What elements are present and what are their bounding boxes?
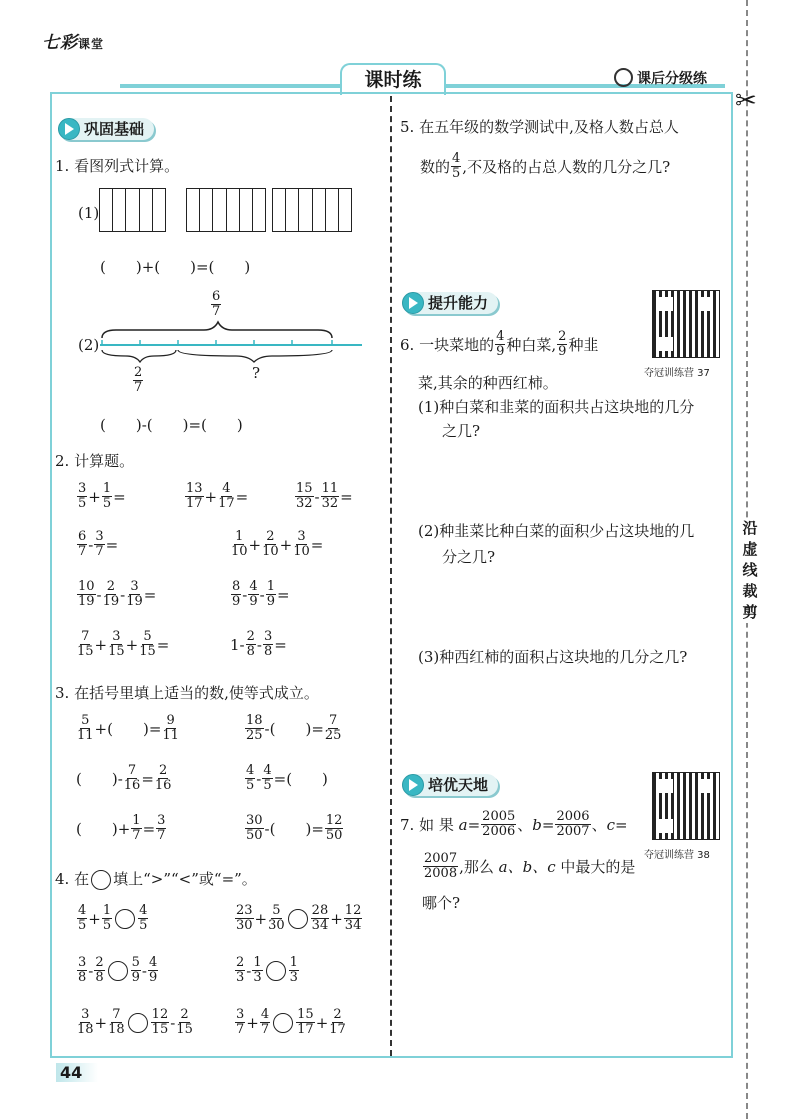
- q4-item: $\frac{3}{18}$ + $\frac{7}{18}$ $\frac{12}{15}$ - $\frac{2}{15}$: [77, 1007, 193, 1037]
- fraction-bar-2: [186, 188, 266, 232]
- q7-line1: 7. 如 果 a = $\frac{2005}{2006}$ 、 b = $\frac{2006}{2007}$ 、 c =: [400, 809, 628, 839]
- q1-p2-top-fraction: $\frac{6}{7}$: [212, 289, 221, 319]
- fraction-bar-1: [99, 188, 166, 232]
- q3-item: $\frac{4}{5}$ - $\frac{4}{5}$ =( ): [246, 763, 328, 793]
- q3-item: ( )+ $\frac{1}{7}$ = $\frac{3}{7}$: [76, 813, 166, 843]
- q3-item: $\frac{30}{50}$ -( )= $\frac{12}{50}$: [246, 813, 343, 843]
- qr-caption: 夺冠训练营 38: [644, 850, 710, 861]
- q6-sub2b: 分之几?: [442, 548, 496, 566]
- q6-sub1a: (1)种白菜和韭菜的面积共占这块地的几分: [418, 398, 695, 416]
- q1-title: 1. 看图列式计算。: [55, 157, 180, 175]
- clock-icon: [614, 68, 633, 87]
- q4-title: 4. 在 填上“>”“<”或“=”。: [55, 870, 257, 888]
- q7-line3: 哪个?: [422, 894, 461, 912]
- qr-code-icon: [652, 772, 720, 840]
- fraction-bar-3: [272, 188, 352, 232]
- q1-p2-bottom-fraction: $\frac{2}{7}$: [134, 365, 143, 395]
- q2-item: 1- $\frac{2}{8}$ - $\frac{3}{8}$ =: [230, 629, 287, 659]
- cut-label: 沿虚线裁剪: [739, 518, 761, 623]
- qr-caption: 夺冠训练营 37: [644, 368, 710, 379]
- q6-sub3: (3)种西红柿的面积占这块地的几分之几?: [418, 648, 688, 666]
- circle-blank-icon: [91, 870, 111, 890]
- section-basic: 巩固基础: [58, 118, 154, 140]
- q5-line2: 数的 $\frac{4}{5}$ ,不及格的占总人数的几分之几?: [420, 151, 671, 181]
- q1-p2-answer: ( )-( )=( ): [100, 416, 243, 434]
- q1-p2-question-mark: ?: [252, 364, 261, 382]
- q6-sub2a: (2)种韭菜比种白菜的面积少占这块地的几: [418, 522, 695, 540]
- q2-item: $\frac{1}{10}$ + $\frac{2}{10}$ + $\frac{3}{10}$ =: [231, 529, 324, 559]
- q4-item: $\frac{23}{30}$ + $\frac{5}{30}$ $\frac{28}{34}$ + $\frac{12}{34}$: [236, 903, 362, 933]
- q6-sub1b: 之几?: [442, 422, 481, 440]
- q4-item: $\frac{2}{3}$ - $\frac{1}{3}$ $\frac{1}{3}$: [236, 955, 298, 985]
- q3-title: 3. 在括号里填上适当的数,使等式成立。: [55, 684, 319, 702]
- q2-item: $\frac{10}{19}$ - $\frac{2}{19}$ - $\frac{3}{19}$ =: [78, 579, 157, 609]
- qr-code-icon: [652, 290, 720, 358]
- page-title: 课时练: [340, 63, 446, 95]
- q2-title: 2. 计算题。: [55, 452, 135, 470]
- q2-item: $\frac{15}{32}$ - $\frac{11}{32}$ =: [296, 481, 353, 511]
- section-advanced: 培优天地: [402, 774, 498, 796]
- q1-p1-label: (1): [78, 204, 100, 222]
- q6-line2: 菜,其余的种西红柿。: [418, 374, 558, 392]
- q1-p2-label: (2): [78, 336, 100, 354]
- q6-line1: 6. 一块菜地的 $\frac{4}{9}$ 种白菜, $\frac{2}{9}$ 种韭: [400, 329, 599, 359]
- level-label: 课后分级练: [614, 68, 707, 88]
- q1-p1-answer: ( )+( )=( ): [100, 258, 251, 276]
- q3-item: ( )- $\frac{7}{16}$ = $\frac{2}{16}$: [76, 763, 172, 793]
- q2-item: $\frac{13}{17}$ + $\frac{4}{17}$ =: [186, 481, 249, 511]
- q5-line1: 5. 在五年级的数学测试中,及格人数占总人: [400, 118, 679, 136]
- q2-item: $\frac{8}{9}$ - $\frac{4}{9}$ - $\frac{1}{9}$ =: [232, 579, 290, 609]
- brand-logo: 七彩课堂: [42, 33, 105, 53]
- number-line: [96, 318, 366, 368]
- q4-item: $\frac{4}{5}$ + $\frac{1}{5}$ $\frac{4}{5}$: [78, 903, 148, 933]
- page-number: 44: [56, 1063, 98, 1082]
- q7-line2: $\frac{2007}{2008}$ ,那么 a、b、c 中最大的是: [424, 851, 636, 881]
- q4-item: $\frac{3}{8}$ - $\frac{2}{8}$ $\frac{5}{9}$ - $\frac{4}{9}$: [78, 955, 158, 985]
- q2-item: $\frac{7}{15}$ + $\frac{3}{15}$ + $\frac{5}{15}$ =: [77, 629, 170, 659]
- q4-item: $\frac{3}{7}$ + $\frac{4}{7}$ $\frac{15}{17}$ + $\frac{2}{17}$: [236, 1007, 346, 1037]
- section-improve: 提升能力: [402, 292, 498, 314]
- scissors-icon: ✂: [735, 86, 757, 116]
- column-divider: [390, 96, 392, 1056]
- q2-item: $\frac{6}{7}$ - $\frac{3}{7}$ =: [78, 529, 119, 559]
- q2-item: $\frac{3}{5}$ + $\frac{1}{5}$ =: [78, 481, 126, 511]
- q3-item: $\frac{18}{25}$ -( )= $\frac{7}{25}$: [246, 713, 342, 743]
- q3-item: $\frac{5}{11}$ +( )= $\frac{9}{11}$: [77, 713, 179, 743]
